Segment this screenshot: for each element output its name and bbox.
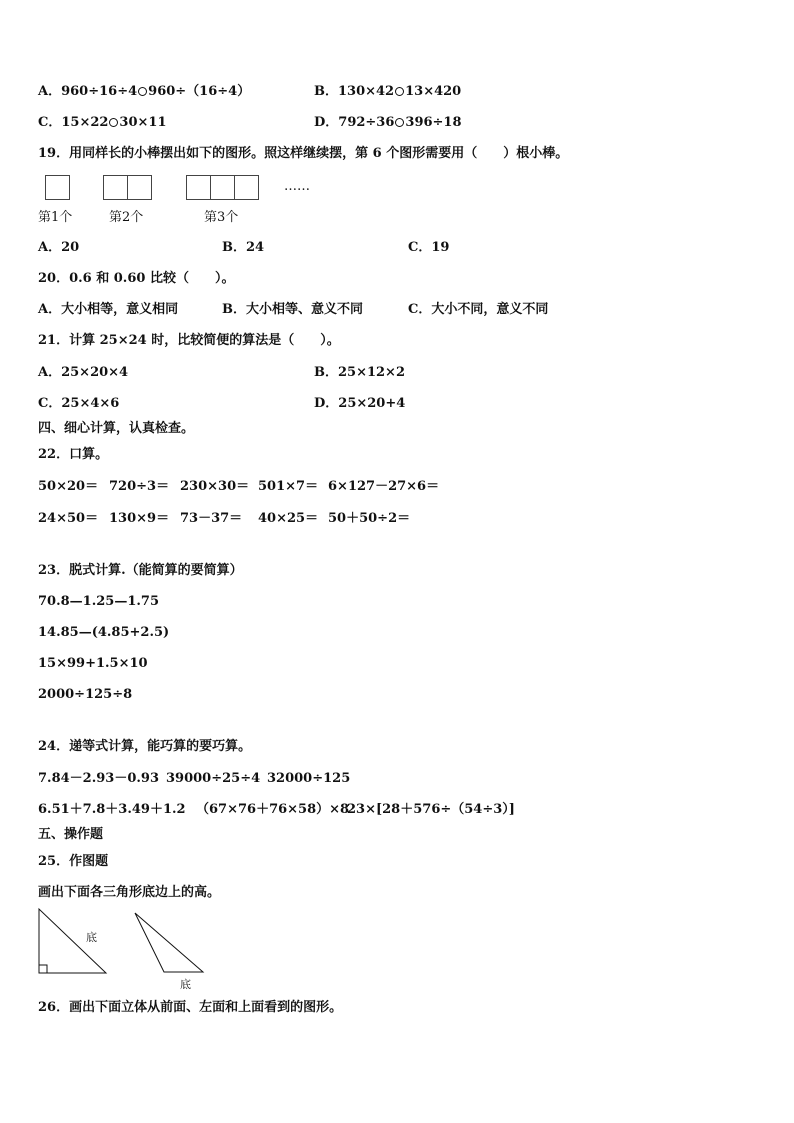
mental-calc: 50＋50÷2＝ [328,511,411,526]
q21-option-a: A．25×20×4 [38,365,129,380]
q21-option-c: C．25×4×6 [38,396,120,411]
step-calc: 2000÷125÷8 [38,687,133,702]
figure-caption-3: 第3个 [204,210,239,225]
step-calc: （67×76＋76×58）×8 [196,802,350,817]
mental-calc: 130×9＝ [109,511,170,526]
mental-calc: 501×7＝ [258,479,319,494]
step-calc: 14.85—(4.85+2.5) [38,625,170,640]
section-heading-5: 五、操作题 [38,827,104,842]
step-calc: 70.8—1.25—1.75 [38,594,159,609]
step-calc: 6.51＋7.8＋3.49＋1.2 [38,802,186,817]
step-calc: 39000÷25÷4 [166,771,261,786]
step-calc: 23×[28＋576÷（54÷3）] [347,802,515,817]
right-triangle [39,909,106,973]
q23-stem: 23．脱式计算.（能简算的要简算） [38,563,243,578]
q21-stem: 21．计算 25×24 时，比较简便的算法是（ ）。 [38,333,340,348]
mental-calc: 40×25＝ [258,511,319,526]
q19-stem: 19．用同样长的小棒摆出如下的图形。照这样继续摆，第 6 个图形需要用（ ）根小棒。 [38,146,569,161]
mental-calc: 6×127－27×6＝ [328,479,440,494]
q19-option-c: C．19 [408,240,450,255]
q25-stem: 25．作图题 [38,854,109,869]
q25-instruction: 画出下面各三角形底边上的高。 [38,885,221,900]
mental-calc: 73－37＝ [180,511,243,526]
figure-caption-2: 第2个 [109,210,144,225]
mental-calc: 720÷3＝ [109,479,170,494]
obtuse-triangle [135,913,203,991]
step-calc: 7.84－2.93－0.93 [38,771,159,786]
continuation-dots: …… [284,179,310,194]
q22-stem: 22．口算。 [38,447,109,462]
q21-option-b: B．25×12×2 [314,365,406,380]
right-angle-mark-icon [39,965,47,973]
figure-caption-1: 第1个 [38,210,73,225]
q19-option-b: B．24 [222,240,265,255]
mental-calc: 50×20＝ [38,479,99,494]
q20-stem: 20．0.6 和 0.60 比较（ ）。 [38,271,235,286]
q21-option-d: D．25×20+4 [314,396,406,411]
step-calc: 15×99+1.5×10 [38,656,148,671]
base-label: 底 [180,978,191,991]
q19-option-a: A．20 [38,240,80,255]
mental-calc: 230×30＝ [180,479,250,494]
q20-option-a: A．大小相等，意义相同 [38,302,179,317]
q20-option-b: B．大小相等、意义不同 [222,302,363,317]
q18-option-c: C．15×22 30×11 [38,115,167,130]
section-heading-4: 四、细心计算，认真检查。 [38,421,195,436]
mental-calc: 24×50＝ [38,511,99,526]
base-label: 底 [86,931,97,944]
q26-stem: 26．画出下面立体从前面、左面和上面看到的图形。 [38,1000,343,1015]
q24-stem: 24．递等式计算，能巧算的要巧算。 [38,739,252,754]
q18-option-b: B．130×42 13×420 [314,84,462,99]
q20-option-c: C．大小不同，意义不同 [408,302,549,317]
q18-option-a: A．960÷16÷4 960÷（16÷4） [38,84,251,99]
step-calc: 32000÷125 [267,771,351,786]
q18-option-d: D．792÷36 396÷18 [314,115,462,130]
